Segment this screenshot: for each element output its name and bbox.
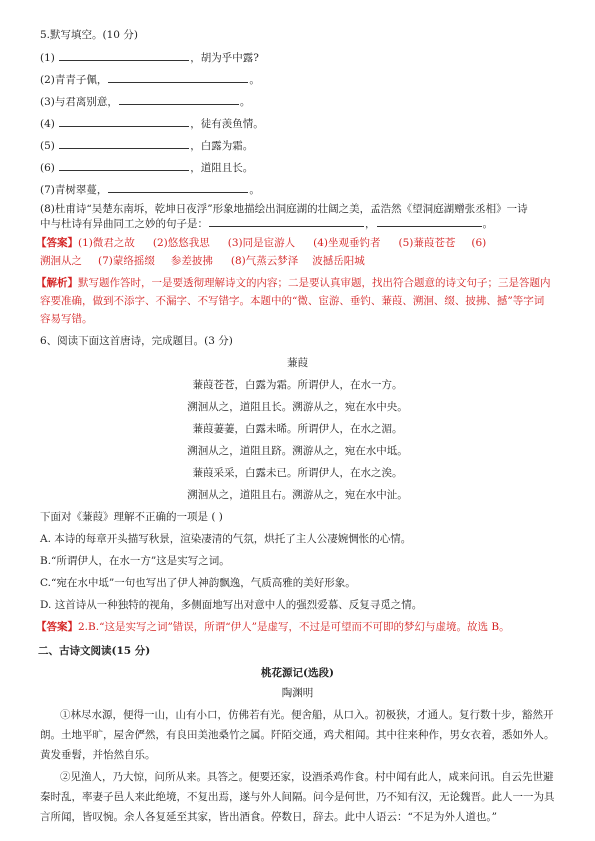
analysis-text: 默写题作答时，一是要透彻理解诗文的内容；二是要认真审题，找出符合题意的诗文句子；三是答题内 bbox=[78, 277, 551, 289]
item-text: 。 bbox=[239, 96, 251, 108]
passage-p1-line: 朗。土地平旷，屋舍俨然，有良田美池桑竹之属。阡陌交通，鸡犬相闻。其中往来种作，男女衣着，悉如外人。 bbox=[40, 729, 555, 741]
section2-heading: 二、古诗文阅读(15 分) bbox=[38, 645, 151, 657]
answer-item: (7)蒙络摇缀 bbox=[98, 255, 155, 267]
item-number: (7) bbox=[40, 184, 55, 196]
item-text: ，胡为乎中露? bbox=[190, 52, 259, 64]
answer-blank[interactable] bbox=[59, 138, 189, 149]
answer-blank[interactable] bbox=[59, 160, 189, 171]
passage-title: 桃花源记(选段) bbox=[261, 667, 334, 679]
q5-answer-line2 bbox=[40, 254, 365, 268]
q5-item-2 bbox=[40, 72, 260, 87]
q5-item-4 bbox=[40, 116, 264, 131]
item-text: ，白露为霜。 bbox=[190, 140, 254, 152]
passage-author: 陶渊明 bbox=[281, 687, 314, 699]
answer-item: (3)同是宦游人 bbox=[227, 237, 296, 249]
answer-item: (5)蒹葭苍苍 bbox=[398, 237, 456, 249]
answer-blank[interactable] bbox=[59, 50, 189, 61]
q6-option-b[interactable]: B.“所谓伊人，在水一方”这是实写之词。 bbox=[40, 555, 230, 567]
poem-line: 溯洄从之，道阻且右。溯游从之，宛在水中沚。 bbox=[187, 489, 408, 501]
answer-blank[interactable] bbox=[108, 182, 248, 193]
answer-blank[interactable] bbox=[59, 116, 189, 127]
q5-item-3 bbox=[40, 94, 250, 109]
poem-line: 蒹葭采采，白露未已。所谓伊人，在水之涘。 bbox=[192, 467, 403, 479]
answer-item: 参差披拂 bbox=[170, 255, 213, 267]
q5-item-7 bbox=[40, 182, 260, 197]
q5-item-8-line1: (8)杜甫诗“吴楚东南坼，乾坤日夜浮”形象地描绘出洞庭湖的壮阔之美，孟浩然《望洞庭湖赠张丞相》一诗 bbox=[40, 203, 528, 215]
q6-option-a[interactable]: A. 本诗的每章开头描写秋景，渲染凄清的气氛，烘托了主人公凄婉惆怅的心情。 bbox=[40, 533, 412, 545]
item-number: (5) bbox=[40, 140, 55, 152]
q5-title: 5.默写填空。(10 分) bbox=[40, 29, 138, 41]
q5-item-6 bbox=[40, 160, 253, 175]
item-text: 与君离别意， bbox=[54, 96, 118, 108]
passage-p1-line: 黄发垂髫，并怡然自乐。 bbox=[40, 749, 156, 761]
q5-answer-line1 bbox=[36, 236, 486, 250]
answer-item: 溯洄从之 bbox=[40, 255, 82, 267]
item-number: (3) bbox=[40, 96, 55, 108]
passage-p2-line: 秦时乱，率妻子邑人来此绝境，不复出焉，遂与外人间隔。问今是何世，乃不知有汉，无论魏晋。此人一一为具 bbox=[40, 791, 555, 803]
q6-title: 6、阅读下面这首唐诗，完成题目。(3 分) bbox=[40, 335, 233, 347]
poem-line: 蒹葭苍苍，白露为霜。所谓伊人，在水一方。 bbox=[192, 379, 403, 391]
answer-blank[interactable] bbox=[108, 72, 248, 83]
item-number: (6) bbox=[40, 162, 55, 174]
q5-item-5 bbox=[40, 138, 253, 153]
item-number: (4) bbox=[40, 118, 55, 130]
item-text: 青青子佩， bbox=[54, 74, 108, 86]
q5-analysis-line3: 容易写错。 bbox=[40, 313, 93, 325]
item-text: 。 bbox=[482, 218, 493, 230]
poem-title: 蒹葭 bbox=[287, 357, 308, 369]
passage-p2-line: 言所闻，皆叹惋。余人各复延至其家，皆出酒食。停数日，辞去。此中人语云：“不足为外人道也。” bbox=[40, 811, 497, 823]
item-text: 。 bbox=[249, 74, 260, 86]
answer-item: (4)坐观垂钓者 bbox=[313, 237, 381, 249]
answer-item: (6) bbox=[471, 237, 487, 249]
q6-option-d[interactable]: D. 这首诗从一种独特的视角，多侧面地写出对意中人的强烈爱慕、反复寻觅之情。 bbox=[40, 599, 423, 611]
answer-tag: 【答案】 bbox=[36, 237, 78, 249]
item-text: 青树翠蔓， bbox=[54, 184, 108, 196]
answer-blank[interactable] bbox=[209, 216, 364, 227]
q5-item-8-line2 bbox=[40, 216, 493, 231]
poem-line: 溯洄从之，道阻且长。溯游从之，宛在水中央。 bbox=[187, 401, 408, 413]
poem-line: 溯洄从之，道阻且跻。溯游从之，宛在水中坻。 bbox=[187, 445, 408, 457]
answer-tag: 【答案】 bbox=[36, 621, 78, 633]
poem-line: 蒹葭萋萋，白露未晞。所谓伊人，在水之湄。 bbox=[192, 423, 403, 435]
answer-blank[interactable] bbox=[377, 216, 482, 227]
q6-answer bbox=[36, 620, 510, 634]
item-number: (1) bbox=[40, 52, 55, 64]
q5-analysis-line2: 容要准确，做到不添字、不漏字、不写错字。本题中的“微、宦游、垂钓、蒹葭、溯洄、缀、披拂、撼”等字词 bbox=[40, 295, 545, 307]
answer-item: (8)气蒸云梦泽 bbox=[230, 255, 299, 267]
passage-p2-line: ②见渔人，乃大惊，问所从来。具答之。便要还家，设酒杀鸡作食。村中闻有此人，咸来问讯。自云先世避 bbox=[60, 771, 554, 783]
q6-option-c[interactable]: C.“宛在水中坻”一句也写出了伊人神韵飘逸，气质高雅的美好形象。 bbox=[40, 577, 356, 589]
q5-analysis-line1 bbox=[36, 276, 551, 290]
answer-item: (2)悠悠我思 bbox=[152, 237, 210, 249]
answer-item: (1)微君之故 bbox=[78, 237, 135, 249]
q6-question: 下面对《蒹葭》理解不正确的一项是 ( ) bbox=[40, 511, 223, 523]
answer-blank[interactable] bbox=[119, 94, 239, 105]
item-text: ，道阻且长。 bbox=[190, 162, 254, 174]
item-text: ，徒有羡鱼情。 bbox=[190, 118, 264, 130]
item-text: ， bbox=[365, 218, 376, 230]
q5-item-1 bbox=[40, 50, 259, 65]
item-text: 。 bbox=[249, 184, 260, 196]
answer-item: 波撼岳阳城 bbox=[312, 255, 365, 267]
answer-text: 2.B.“这是实写之词”错误，所谓“伊人”是虚写，不过是可望而不可即的梦幻与虚境。故选 B。 bbox=[78, 621, 510, 633]
passage-p1-line: ①林尽水源，便得一山，山有小口，仿佛若有光。便舍船，从口入。初极狭，才通人。复行数十步，豁然开 bbox=[60, 709, 554, 721]
item-text: 中与杜诗有异曲同工之妙的句子是： bbox=[40, 218, 208, 230]
analysis-tag: 【解析】 bbox=[36, 277, 78, 289]
item-number: (2) bbox=[40, 74, 55, 86]
